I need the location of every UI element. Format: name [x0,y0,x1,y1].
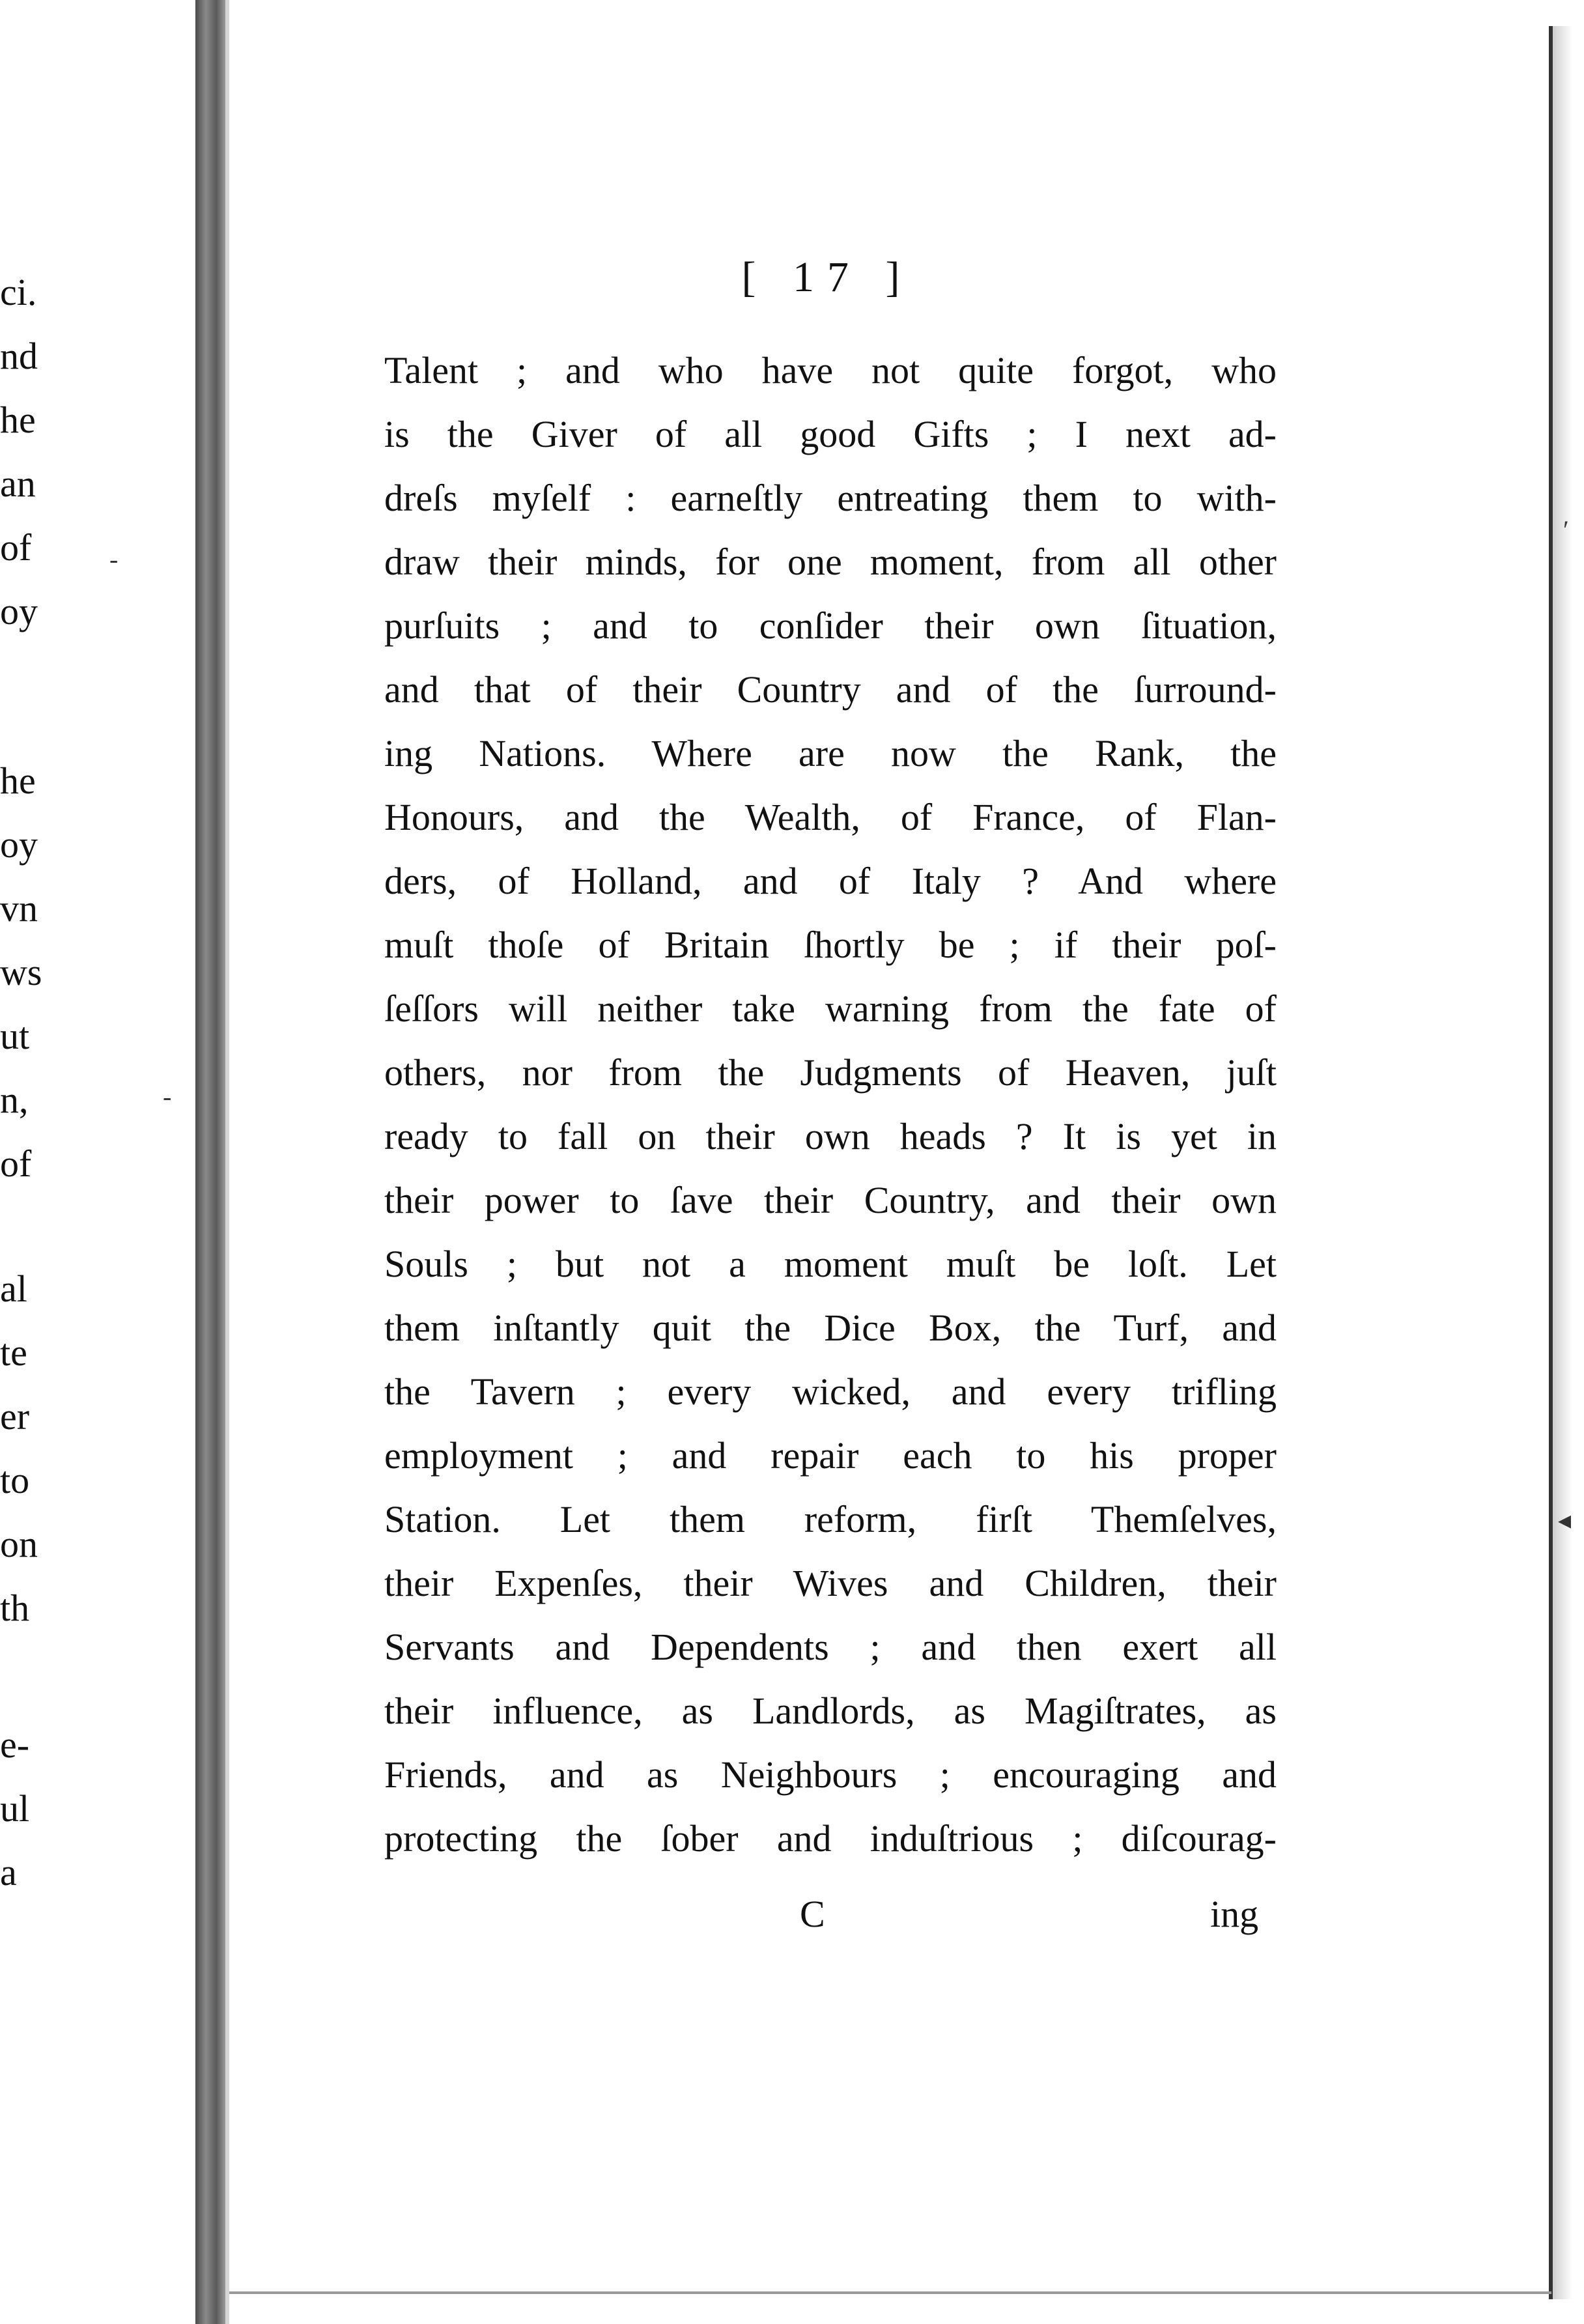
margin-mark: - [163,1082,172,1111]
book-gutter [195,0,225,2324]
margin-mark: ◂ [1558,1505,1572,1535]
text-line: Station. Let them reform, firſt Themſelves, [384,1498,1277,1540]
text-line: Talent ; and who have not quite forgot, who [384,349,1277,391]
left-fragment: nd [0,335,38,377]
gutter-edge [225,0,229,2324]
left-fragment: he [0,399,36,441]
left-fragment: ci. [0,271,37,313]
left-fragment: er [0,1395,30,1438]
text-line: is the Giver of all good Gifts ; I next ad- [384,413,1277,455]
left-fragment: th [0,1587,30,1629]
left-facing-page [0,0,195,2324]
left-fragment: ws [0,951,42,993]
left-fragment: n, [0,1079,29,1121]
left-fragment: oy [0,590,38,632]
left-fragment: te [0,1331,27,1374]
left-fragment: of [0,526,32,569]
text-line: Honours, and the Wealth, of France, of Flan- [384,796,1277,838]
left-fragment: e- [0,1723,30,1766]
left-fragment: vn [0,887,38,929]
text-line: others, nor from the Judgments of Heaven, juſt [384,1051,1277,1094]
text-line: ſeſſors will neither take warning from the fate of [384,987,1277,1030]
left-fragment: an [0,462,36,505]
signature-mark: C [800,1893,825,1935]
text-line: their power to ſave their Country, and their own [384,1179,1277,1221]
body-text [384,339,1277,1871]
left-fragment: ut [0,1015,30,1057]
catchword: ing [1210,1893,1259,1935]
text-line: and that of their Country and of the ſurround- [384,668,1277,711]
text-line: dreſs myſelf : earneſtly entreating them to with- [384,477,1277,519]
text-line: employment ; and repair each to his proper [384,1434,1277,1477]
margin-mark: ′ [1563,515,1569,545]
left-fragment: oy [0,823,38,866]
left-fragment: a [0,1851,17,1893]
margin-mark: ‐ [109,545,119,574]
text-line: ders, of Holland, and of Italy ? And where [384,860,1277,902]
text-line: protecting the ſober and induſtrious ; diſcourag- [384,1817,1277,1860]
text-line: their Expenſes, their Wives and Children, their [384,1562,1277,1604]
left-fragment: al [0,1268,27,1310]
left-fragment: on [0,1523,38,1565]
text-line: ready to fall on their own heads ? It is yet in [384,1115,1277,1157]
text-line: their influence, as Landlords, as Magiſtrates, as [384,1690,1277,1732]
left-fragment: of [0,1142,32,1185]
text-line: Souls ; but not a moment muſt be loſt. Let [384,1243,1277,1285]
page-edge-bottom [229,2291,1551,2294]
text-line: ing Nations. Where are now the Rank, the [384,732,1277,774]
text-line: Servants and Dependents ; and then exert all [384,1626,1277,1668]
text-line: draw their minds, for one moment, from all other [384,541,1277,583]
text-line: Friends, and as Neighbours ; encouraging and [384,1753,1277,1796]
left-fragment: to [0,1459,30,1501]
text-line: the Tavern ; every wicked, and every trifling [384,1370,1277,1413]
text-line: them inſtantly quit the Dice Box, the Turf, and [384,1307,1277,1349]
page-edge-shadow [1553,26,1572,2299]
left-fragment: he [0,759,36,802]
left-fragment: ul [0,1787,30,1830]
text-line: muſt thoſe of Britain ſhortly be ; if their poſ- [384,924,1277,966]
text-line: purſuits ; and to conſider their own ſituation, [384,604,1277,647]
page-number: [ 17 ] [741,253,913,301]
